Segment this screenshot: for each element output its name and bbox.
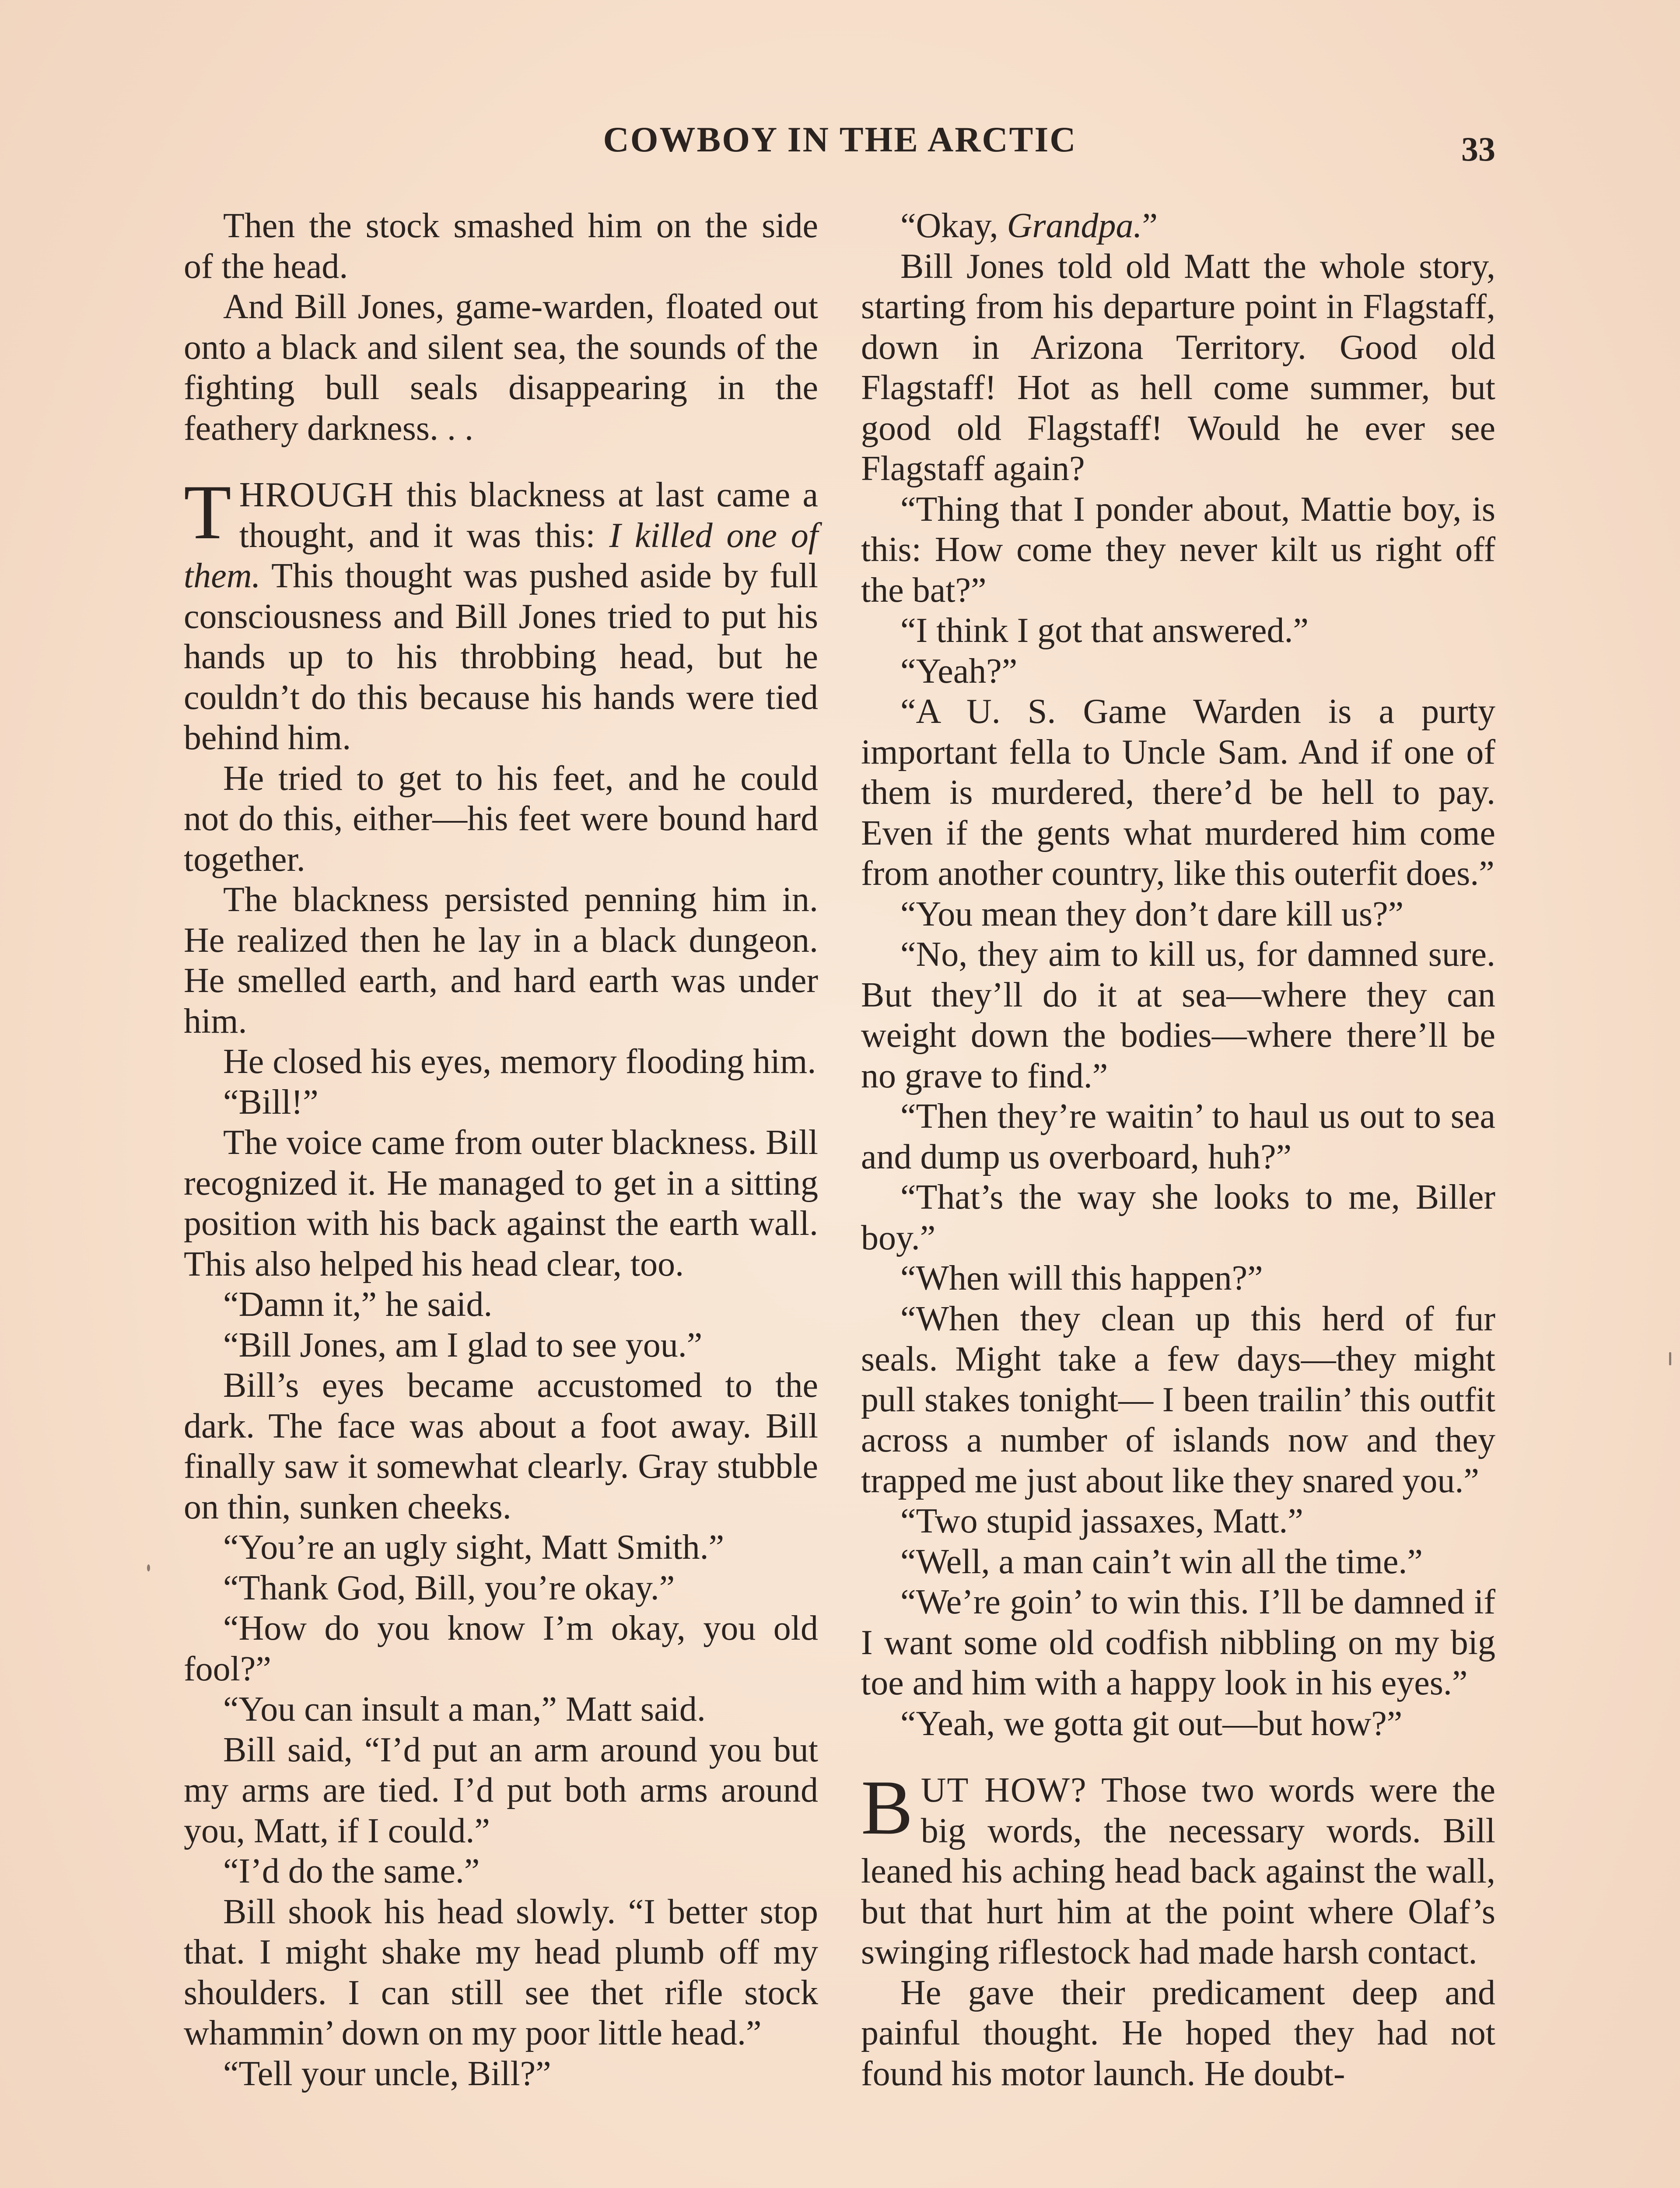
paragraph: “Bill!” [223, 1083, 318, 1122]
paragraph: “Damn it,” he said. [223, 1285, 493, 1324]
paragraph: He gave their predicament deep and painful thought. He hoped they had not found his motor launch. He doubt- [861, 1973, 1495, 2093]
paragraph: “You mean they don’t dare kill us?” [900, 894, 1404, 933]
paragraph: Bill said, “I’d put an arm around you but my arms are tied. I’d put both arms around you, Matt, if I could.” [184, 1730, 818, 1850]
paragraph: “I think I got that answered.” [900, 611, 1309, 650]
paragraph: Bill’s eyes became accustomed to the dark. The face was about a foot away. Bill finally saw it somewhat clearly. Gray stubble on thin, sunken cheeks. [184, 1366, 818, 1526]
paragraph: The blackness persisted penning him in. He realized then he lay in a black dungeon. He smelled earth, and hard earth was under him. [184, 880, 818, 1041]
paragraph: Bill shook his head slowly. “I better stop that. I might shake my head plumb off my shoulders. I can still see thet rifle stock whammin’ down on my poor little head.” [184, 1892, 818, 2052]
paragraph: “Thing that I ponder about, Mattie boy, is this: How come they never kilt us right off the bat?” [861, 490, 1495, 610]
paragraph: Then the stock smashed him on the side of the head. [184, 207, 818, 286]
paragraph-dropcap [184, 469, 818, 758]
paragraph: “You’re an ugly sight, Matt Smith.” [223, 1528, 724, 1567]
left-column [184, 206, 818, 2094]
paragraph: “Bill Jones, am I glad to see you.” [223, 1325, 703, 1364]
lead-in-caps: HROUGH [239, 476, 394, 514]
paragraph-dropcap [861, 1764, 1495, 1973]
text-run: “Okay, [900, 207, 1007, 245]
paragraph: “When will this happen?” [900, 1259, 1263, 1297]
paragraph: He tried to get to his feet, and he could not do this, either—his feet were bound hard together. [184, 759, 818, 879]
paragraph [861, 206, 1495, 246]
paragraph: “Tell your uncle, Bill?” [223, 2054, 551, 2093]
paragraph: “You can insult a man,” Matt said. [223, 1690, 706, 1729]
italic-run: Grandpa. [1007, 207, 1142, 245]
paragraph: He closed his eyes, memory flooding him. [223, 1042, 816, 1081]
paragraph: “I’d do the same.” [223, 1852, 480, 1890]
paragraph: The voice came from outer blackness. Bill recognized it. He managed to get in a sitting position with his back against the earth wall. This also helped his head clear, too. [184, 1123, 818, 1283]
text-run: ” [1142, 207, 1158, 245]
paragraph: “We’re goin’ to win this. I’ll be damned if I want some old codfish nibbling on my big toe and him with a happy look in his eyes.” [861, 1583, 1495, 1702]
paragraph: “Then they’re waitin’ to haul us out to sea and dump us overboard, huh?” [861, 1097, 1495, 1176]
drop-cap: B [861, 1764, 913, 1851]
paragraph: “Thank God, Bill, you’re okay.” [223, 1568, 675, 1607]
paragraph: “Two stupid jassaxes, Matt.” [900, 1502, 1303, 1540]
paragraph: “That’s the way she looks to me, Biller boy.” [861, 1178, 1495, 1257]
italic-run: I killed one of them. [184, 516, 818, 595]
paragraph: “Yeah?” [900, 652, 1018, 691]
paragraph: Bill Jones told old Matt the whole story, starting from his departure point in Flagstaff, down in Arizona Territory. Good old Flagstaff! Hot as hell come summer, but good old Flagstaff! Would he ever see Flagstaff again? [861, 247, 1495, 488]
paragraph: “No, they aim to kill us, for damned sure. But they’ll do it at sea—where they can weight down the bodies—where there’ll be no grave to find.” [861, 935, 1495, 1095]
paragraph: “Well, a man cain’t win all the time.” [900, 1542, 1423, 1581]
paper-speck [1669, 1352, 1671, 1365]
paragraph: “How do you know I’m okay, you old fool?” [184, 1609, 818, 1688]
paragraph: “A U. S. Game Warden is a purty important fella to Uncle Sam. And if one of them is murdered, there’d be hell to pay. Even if the gents what murdered him come from another country, like this outerfit does.” [861, 692, 1495, 893]
text-run: This thought was pushed aside by full consciousness and Bill Jones tried to put his hands up to his throbbing head, but he couldn’t do this because his hands were tied behind him. [184, 557, 818, 757]
page-number: 33 [1461, 130, 1495, 168]
lead-in-caps: UT HOW? [920, 1771, 1087, 1809]
running-head: COWBOY IN THE ARCTIC [603, 119, 1077, 159]
paragraph: “When they clean up this herd of fur seals. Might take a few days—they might pull stakes tonight— I been trailin’ this outfit across a number of islands now and they trapped me just about like they snared you.” [861, 1299, 1495, 1500]
drop-cap: T [184, 469, 231, 555]
paper-speck [147, 1564, 150, 1571]
paragraph: “Yeah, we gotta git out—but how?” [900, 1704, 1403, 1743]
text-run: Those two words were the big words, the necessary words. Bill leaned his aching head back against the wall, but that hurt him at the point where Olaf’s swinging riflestock had made harsh contact. [861, 1771, 1495, 1971]
right-column [861, 206, 1495, 2094]
paragraph: And Bill Jones, game-warden, floated out onto a black and silent sea, the sounds of the fighting bull seals disappearing in the feathery darkness. . . [184, 288, 818, 448]
text-run: this blackness at last came a thought, and it was this: [239, 476, 818, 555]
